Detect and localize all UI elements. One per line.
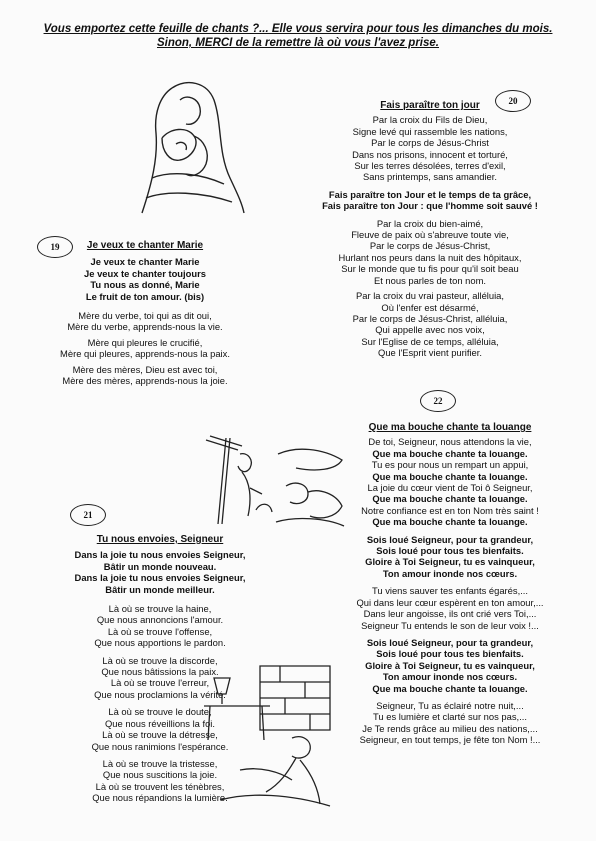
lyric-line: Là où se trouve la tristesse, [102, 757, 218, 769]
lyric-line: Là où se trouve la discorde, [102, 654, 218, 666]
lyric-line: Que ma bouche chante ta louange. [372, 516, 528, 528]
lyric-line: Tu es lumière et clarté sur nos pas,... [373, 711, 527, 723]
lyric-line: Fais paraître ton Jour et le temps de ta grâce, [328, 188, 532, 200]
lyric-line: Gloire à Toi Seigneur, tu es vainqueur, [365, 556, 535, 568]
lyric-line: Que ma bouche chante ta louange. [372, 682, 528, 694]
lyric-line: Mère qui pleures, apprends-nous la paix. [60, 348, 230, 360]
song-19-refrain [30, 256, 260, 302]
lyric-line: Seigneur Tu entends le son de leur voix !... [361, 619, 539, 631]
song-19-title: Je veux te chanter Marie [86, 240, 204, 251]
lyric-line: Que nous ranimions l'espérance. [91, 740, 229, 752]
lyric-line: Je veux te chanter toujours [84, 267, 206, 279]
lyric-line: Dans la joie tu nous envoies Seigneur, [74, 572, 246, 584]
song-19-verse-3 [30, 364, 260, 387]
lyric-line: Là où se trouvent les ténèbres, [95, 780, 225, 792]
lyric-line: Dans leur angoisse, ils ont crié vers Toi,... [363, 608, 537, 620]
song-20-title: Fais paraître ton jour [380, 100, 480, 111]
lyric-line: Signe levé qui rassemble les nations, [352, 125, 508, 137]
song-22-verse-1 [330, 436, 570, 527]
lyric-line: Que ma bouche chante ta louange. [372, 470, 528, 482]
lyric-line: La joie du cœur vient de Toi ô Seigneur, [367, 482, 533, 494]
song-21-title: Tu nous envoies, Seigneur [96, 534, 224, 545]
lyric-line: Que ma bouche chante ta louange. [372, 493, 528, 505]
lyric-line: Par la croix du Fils de Dieu, [372, 114, 488, 126]
lyric-line: Là où se trouve le doute, [108, 706, 212, 718]
lyric-line: Mère des mères, apprends-nous la joie. [62, 375, 228, 387]
lyric-line: Que nous suscitions la joie. [102, 769, 218, 781]
lyric-line: Gloire à Toi Seigneur, tu es vainqueur, [365, 659, 535, 671]
lyric-line: De toi, Seigneur, nous attendons la vie, [368, 436, 532, 448]
table-illustration [200, 660, 340, 810]
lyric-line: Bâtir un monde meilleur. [105, 583, 215, 595]
lyric-line: Notre confiance est en ton Nom très saint ! [361, 504, 539, 516]
lyric-line: Que nous bâtissions la paix. [101, 666, 219, 678]
lyric-line: Sur le monde que tu fis pour qu'il soit beau [341, 263, 519, 275]
lyric-line: Hurlant nos peurs dans la nuit des hôpitaux, [338, 251, 522, 263]
cross-illustration [196, 432, 346, 532]
lyric-line: Mère des mères, Dieu est avec toi, [72, 363, 218, 375]
song-22 [330, 422, 570, 746]
lyric-line: Sois loué pour tous tes bienfaits. [376, 545, 524, 557]
lyric-line: Que nous répandions la lumière. [92, 792, 228, 804]
song-21-refrain [40, 549, 280, 595]
lyric-line: Que l'Esprit vient purifier. [378, 347, 482, 359]
song-22-number: 22 [420, 390, 456, 412]
lyric-line: Tu es pour nous un rempart un appui, [371, 459, 529, 471]
song-19-verse-1 [30, 310, 260, 333]
lyric-line: Je veux te chanter Marie [90, 256, 200, 268]
lyric-line: Ton amour inonde nos cœurs. [382, 567, 518, 579]
song-20-number: 20 [495, 90, 531, 112]
lyric-line: Que nous proclamions la vérité. [94, 688, 226, 700]
lyric-line: Mère du verbe, apprends-nous la vie. [67, 321, 223, 333]
lyric-line: Par le corps de Jésus-Christ, alléluia, [352, 312, 508, 324]
lyric-line: Là où se trouve l'erreur, [110, 677, 210, 689]
song-22-title: Que ma bouche chante ta louange [368, 422, 532, 433]
page-header [0, 22, 596, 50]
lyric-line: Par la croix du vrai pasteur, alléluia, [356, 290, 504, 302]
song-22-refrain-1 [330, 534, 570, 580]
lyric-line: Dans nos prisons, innocent et torturé, [352, 148, 508, 160]
lyric-line: Que nous réveillions la foi. [105, 717, 215, 729]
lyric-line: Sois loué pour tous tes bienfaits. [376, 648, 524, 660]
lyric-line: Sur l'Eglise de ce temps, alléluia, [361, 335, 499, 347]
lyric-line: Tu viens sauver tes enfants égarés,... [372, 585, 528, 597]
lyric-line: Bâtir un monde nouveau. [103, 560, 217, 572]
song-22-refrain-2 [330, 637, 570, 694]
song-20-verse-2 [300, 218, 560, 286]
song-22-verse-2 [330, 585, 570, 631]
lyric-line: Fleuve de paix où s'abreuve toute vie, [351, 229, 509, 241]
lyric-line: Seigneur, en tout temps, je fête ton Nom !... [359, 734, 541, 746]
song-20-verse-1 [300, 114, 560, 182]
song-20-refrain [300, 189, 560, 212]
lyric-line: Là où se trouve l'offense, [107, 625, 213, 637]
lyric-line: Où l'enfer est désarmé, [381, 301, 479, 313]
lyric-line: Par la croix du bien-aimé, [376, 217, 484, 229]
song-21-number: 21 [70, 504, 106, 526]
song-19-verse-2 [30, 337, 260, 360]
lyric-line: Et nous parles de ton nom. [373, 274, 487, 286]
lyric-line: Sur les terres désolées, terres d'exil, [354, 160, 506, 172]
header-line-2: Sinon, MERCI de la remettre là où vous l'avez prise. [156, 37, 439, 49]
lyric-line: Que ma bouche chante ta louange. [372, 447, 528, 459]
song-19 [30, 240, 260, 386]
header-line-1: Vous emportez cette feuille de chants ?... Elle vous servira pour tous les dimanches du mois. [43, 23, 553, 35]
lyric-line: Par le corps de Jésus-Christ, [369, 240, 491, 252]
lyric-line: Sans printemps, sans amandier. [363, 171, 497, 183]
lyric-line: Que nous annoncions l'amour. [96, 614, 224, 626]
lyric-line: Que nous apportions le pardon. [94, 637, 226, 649]
lyric-line: Seigneur, Tu as éclairé notre nuit,... [376, 699, 524, 711]
song-21-verse-1 [40, 603, 280, 649]
lyric-line: Là où se trouve la détresse, [102, 729, 218, 741]
song-20-verse-3 [300, 290, 560, 358]
lyric-line: Par le corps de Jésus-Christ [371, 137, 489, 149]
lyric-line: Qui dans leur cœur espèrent en ton amour,... [356, 596, 544, 608]
lyric-line: Mère du verbe, toi qui as dit oui, [78, 310, 212, 322]
lyric-line: Sois loué Seigneur, pour ta grandeur, [366, 533, 534, 545]
lyric-line: Qui appelle avec nos voix, [375, 324, 485, 336]
lyric-line: Mère qui pleures le crucifié, [87, 336, 203, 348]
lyric-line: Sois loué Seigneur, pour ta grandeur, [366, 636, 534, 648]
lyric-line: Fais paraître ton Jour : que l'homme soit sauvé ! [322, 200, 538, 212]
lyric-line: Ton amour inonde nos cœurs. [382, 671, 518, 683]
lyric-line: Le fruit de ton amour. (bis) [85, 290, 205, 302]
lyric-line: Tu nous as donné, Marie [90, 279, 200, 291]
song-19-number: 19 [37, 236, 73, 258]
lyric-line: Là où se trouve la haine, [108, 603, 212, 615]
song-22-verse-3 [330, 700, 570, 746]
song-20 [300, 100, 560, 359]
lyric-line: Je Te rends grâce au milieu des nations,... [362, 722, 538, 734]
lyric-line: Dans la joie tu nous envoies Seigneur, [74, 549, 246, 561]
madonna-illustration [132, 78, 252, 218]
